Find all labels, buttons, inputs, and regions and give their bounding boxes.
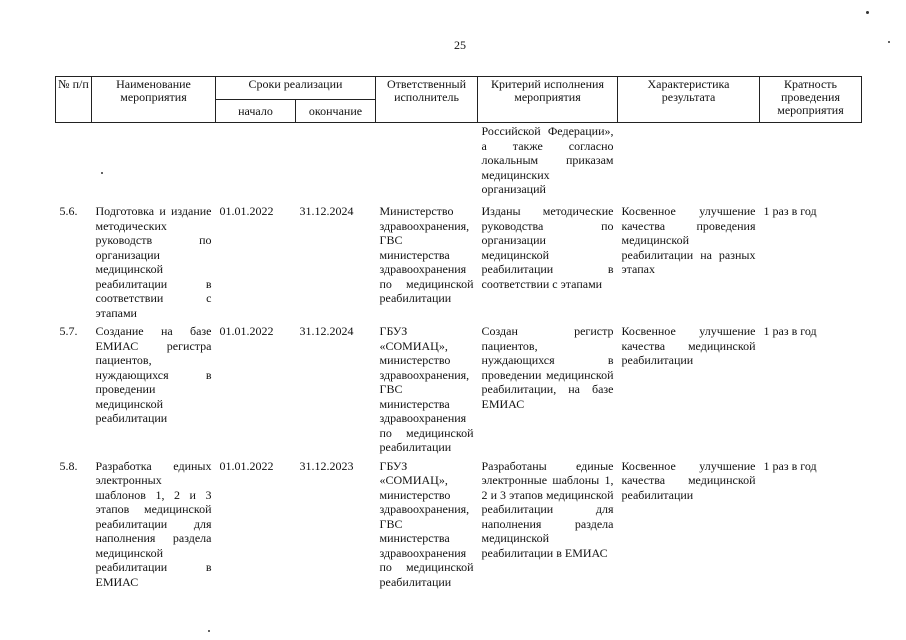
table-row [56, 200, 862, 320]
table-row [56, 320, 862, 455]
continuation-criterion: Российской Федерации», а также согласно локальным приказам медицинских организаций [481, 124, 614, 196]
row-frequency: 1 раз в год [763, 458, 817, 473]
scan-speck [208, 630, 210, 632]
header-criterion: Критерий исполнения мероприятия [478, 77, 618, 123]
row-start: 01.01.2022 [219, 458, 274, 473]
row-result: Косвенное улучшение качества медицинской реабилитации [621, 458, 756, 502]
row-num: 5.7. [59, 324, 78, 338]
row-end: 31.12.2023 [299, 458, 354, 473]
measures-table [55, 76, 862, 589]
header-terms: Сроки реализации [216, 77, 376, 100]
row-name: Разработка единых электронных шаблонов 1, 2 и 3 этапов медицинской реабилитации для наполнения раздела медицинской реабилитации в ЕМИАС [95, 458, 212, 589]
page-number: 25 [454, 38, 466, 52]
scan-speck [888, 41, 890, 43]
row-frequency: 1 раз в год [763, 204, 817, 218]
row-end: 31.12.2024 [299, 204, 354, 218]
row-start: 01.01.2022 [219, 204, 274, 218]
row-name: Создание на базе ЕМИАС регистра пациентов, нуждающихся в проведении медицинской реабилитации [95, 324, 212, 425]
table-row [56, 455, 862, 590]
row-name: Подготовка и издание методических руководств по организации медицинской реабилитации в соответствии с этапами [95, 204, 212, 320]
row-num: 5.8. [59, 458, 78, 473]
header-name: Наименование мероприятия [92, 77, 216, 123]
header-executor: Ответственный исполнитель [376, 77, 478, 123]
row-executor: Министерство здравоохранения, ГВС министерства здравоохранения по медицинской реабилитации [379, 204, 474, 305]
row-start: 01.01.2022 [219, 324, 274, 338]
header-row [56, 77, 862, 100]
header-result: Характеристика результата [618, 77, 760, 123]
row-executor: ГБУЗ «СОМИАЦ», министерство здравоохранения, ГВС министерства здравоохранения по медицинской реабилитации [379, 324, 474, 454]
row-result: Косвенное улучшение качества медицинской реабилитации [621, 324, 756, 367]
row-end: 31.12.2024 [299, 324, 354, 338]
row-num: 5.6. [59, 204, 78, 218]
scan-speck [866, 11, 869, 14]
row-criterion: Изданы методические руководства по организации медицинской реабилитации в соответствии с этапами [481, 204, 614, 291]
row-criterion: Разработаны единые электронные шаблоны 1, 2 и 3 этапов медицинской реабилитации для наполнения раздела медицинской реабилитации в ЕМИАС [481, 458, 614, 560]
header-end: окончание [296, 100, 376, 123]
continuation-row [56, 123, 862, 201]
row-frequency: 1 раз в год [763, 324, 817, 338]
row-result: Косвенное улучшение качества проведения медицинской реабилитации на разных этапах [621, 204, 756, 276]
header-frequency: Кратность проведения мероприятия [760, 77, 862, 123]
header-start: начало [216, 100, 296, 123]
row-criterion: Создан регистр пациентов, нуждающихся в проведении медицинской реабилитации, на базе ЕМИАС [481, 324, 614, 411]
header-num: № п/п [56, 77, 92, 123]
row-executor: ГБУЗ «СОМИАЦ», министерство здравоохранения, ГВС министерства здравоохранения по медицинской реабилитации [379, 458, 474, 589]
